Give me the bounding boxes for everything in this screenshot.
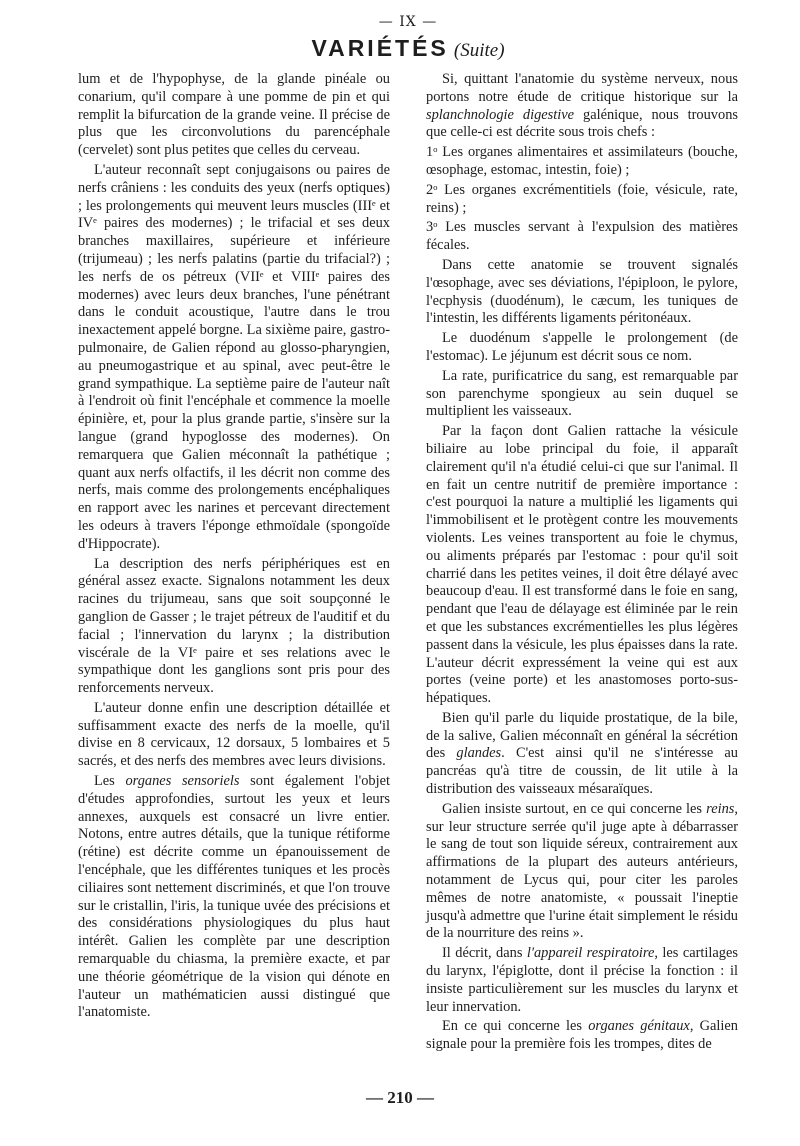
paragraph [78,162,390,554]
text-run: La description des nerfs périphériques est en général assez exacte. Signalons notamment les deux racines du trijumeau, sans que soit soupçonné le ganglion de Gasser ; le trajet pétreux de l'auditif et du facial ; l'innervation du larynx ; la distribution viscérale de la VIᵉ paire et ses relations avec le sympathique dont les ganglions sont pris pour des renforcements nerveux. [78,555,390,697]
paragraph [426,182,738,218]
paragraph [78,700,390,771]
text-run: La rate, purificatrice du sang, est remarquable par son parenchyme spongieux au sein duquel se multiplient les vaisseaux. [426,367,738,420]
paragraph [426,801,738,943]
text-run: sont également l'objet d'études approfondies, surtout les yeux et leurs annexes, auxquels est consacré un livre entier. Notons, entre autres détails, que la tunique rétiforme (rétine) est décrite comme un épanouissement de l'encéphale, que les différentes tuniques et les procès ciliaires sont nettement discriminés, et que l'on trouve sur le cristallin, l'iris, la tunique uvée des précisions et des considérations physiologiques du plus haut intérêt. Galien les complète par une description remarquable du chiasma, la première exacte, et par une théorie géométrique de la vision qui dénote en l'auteur un mathématicien aussi distingué que l'anatomiste. [78,773,390,1021]
text-run: L'auteur reconnaît sept conjugaisons ou paires de nerfs crâniens : les conduits des yeux (nerfs optiques) ; les prolongements qui meuvent leurs muscles (IIIᵉ et IVᵉ paires des modernes) ; le trifacial et ses deux branches maxillaires, supérieure et inférieure (trijumeau) ; les nerfs palatins (partie du trifacial?) ; les nerfs de os pétreux (VIIᵉ et VIIIᵉ paires des modernes) avec leurs deux branches, l'une pénétrant dans le conduit acoustique, l'autre dans le trou inexactement appelé borgne. La sixième paire, gastro-pulmonaire, de Galien répond au glosso-pharyngien, au pneumogastrique et au spinal, avec peut-être le grand sympathique. La septième paire de l'auteur naît à l'endroit où finit l'encéphale et commence la moelle épinière, et, pour la plus grande partie, s'insère sur la langue (grand hypoglosse des modernes). On remarquera que Galien méconnaît la pathétique ; quant aux nerfs olfactifs, il les décrit non comme des nerfs, mais comme des prolongements encéphaliques en rapport avec les narines et percevant directement les odeurs à travers l'éponge ethmoïdale (spongoïde d'Hippocrate). [78,161,390,552]
paragraph [426,423,738,708]
text-run: Par la façon dont Galien rattache la vésicule biliaire au lobe principal du foie, il apparaît clairement qu'il n'a étudié celui-ci que sur l'animal. Il en fait un centre nutritif de première importance : c'est pourquoi la nature a multiplié les ligaments qui l'immobilisent et le protègent contre les mouvements violents. Les veines transportent au foie le chymus, ou aliments préparés par l'estomac : pour qu'il soit charrié dans les petites veines, il doit être délayé avec beaucoup d'eau. Il est transformé dans le foie en sang, pendant que l'eau de délayage est éliminée par le rein et que les substances excrémentielles les plus légères passent dans la vésicule, les plus épaisses dans la rate. L'auteur décrit expressément la veine qui est aux portes (veine porte) et les anastomoses porto-sus-hépatiques. [426,423,738,707]
text-run: 2ᵒ Les organes excrémentitiels (foie, vésicule, rate, reins) ; [426,181,738,216]
paragraph [426,330,738,366]
text-run: 1ᵒ Les organes alimentaires et assimilateurs (bouche, œsophage, estomac, intestin, foie) ; [426,144,738,178]
paragraph [426,219,738,255]
text-run: Dans cette anatomie se trouvent signalés l'œsophage, avec ses déviations, l'épiploon, le pylore, l'ecphysis (duodénum), le cæcum, les tuniques de l'intestin, les différents ligaments péritonéaux. [426,256,738,327]
text-run: Il décrit, dans [442,945,527,962]
text-run: Galien insiste surtout, en ce qui concerne les [442,800,707,817]
paragraph [426,710,738,799]
paragraph [78,71,390,160]
italic-term: glandes [456,745,502,762]
text-run: , les cartilages du larynx, l'épiglotte, dont il précise la fonction : il insiste particulièrement sur les muscles du larynx et leur innervation. [426,945,738,1015]
italic-term: organes sensoriels [125,773,240,790]
text-run: , sur leur structure serrée qu'il juge apte à débarrasser le sang de tout son liquide séreux, contrairement aux affirmations de la plupart des auteurs antérieurs, notamment de Lycus qui, pour citer les paroles mêmes de notre anatomiste, « poussait l'ineptie jusqu'à admettre que l'urine était simplement le résidu de la nourriture des reins ». [426,800,738,942]
running-head [78,34,738,65]
text-run: , Galien signale pour la première fois les trompes, dites de [426,1018,738,1053]
paragraph [426,71,738,142]
text-run: Bien qu'il parle du liquide prostatique, de la bile, de la salive, Galien méconnaît en général la sécrétion des [426,709,738,762]
paragraph [78,556,390,698]
text-run: . C'est ainsi qu'il ne s'intéresse au pancréas qu'à titre de coussin, de lit utile à la distribution des vaisseaux mésaraïques. [426,745,738,798]
text-run: Si, quittant l'anatomie du système nerveux, nous portons notre étude de critique historique sur la [426,71,738,105]
italic-term: organes génitaux [588,1018,690,1035]
text-run: En ce qui concerne les [442,1018,589,1035]
text-run: galénique, nous trouvons que celle-ci est décrite sous trois chefs : [426,106,738,141]
text-run: Les [94,773,126,790]
text-run: 3ᵒ Les muscles servant à l'expulsion des matières fécales. [426,219,738,254]
section-title: VARIÉTÉS [311,35,449,61]
italic-term: splanchnologie digestive [426,106,575,123]
paragraph [426,1018,738,1054]
italic-term: l'appareil respiratoire [526,945,655,962]
section-subtitle: (Suite) [453,40,505,61]
paragraph [426,144,738,180]
left-column [78,71,390,1056]
text-run: L'auteur donne enfin une description détaillée et suffisamment exacte des nerfs de la moelle, qu'il divise en 8 cervicaux, 12 dorsaux, 5 lombaires et 5 sacrés, et des nerfs des membres avec leurs divisions. [78,699,390,770]
text-columns [78,71,738,1056]
paragraph [78,773,390,1022]
paragraph [426,945,738,1016]
right-column [426,71,738,1056]
paragraph [426,257,738,328]
text-run: lum et de l'hypophyse, de la glande pinéale ou conarium, qu'il compare à une pomme de pin et qui remplit la bifurcation de la grande veine. Il précise de plus que les circonvolutions du parencéphale (cervelet) sont plus petites que celles du cerveau. [78,71,390,159]
roman-folio: — IX — [378,14,438,30]
italic-term: reins [706,800,735,817]
paragraph [426,368,738,421]
page-number: — 210 — [366,1088,434,1107]
text-run: Le duodénum s'appelle le prolongement (de l'estomac). Le jéjunum est décrit sous ce nom. [426,330,738,364]
